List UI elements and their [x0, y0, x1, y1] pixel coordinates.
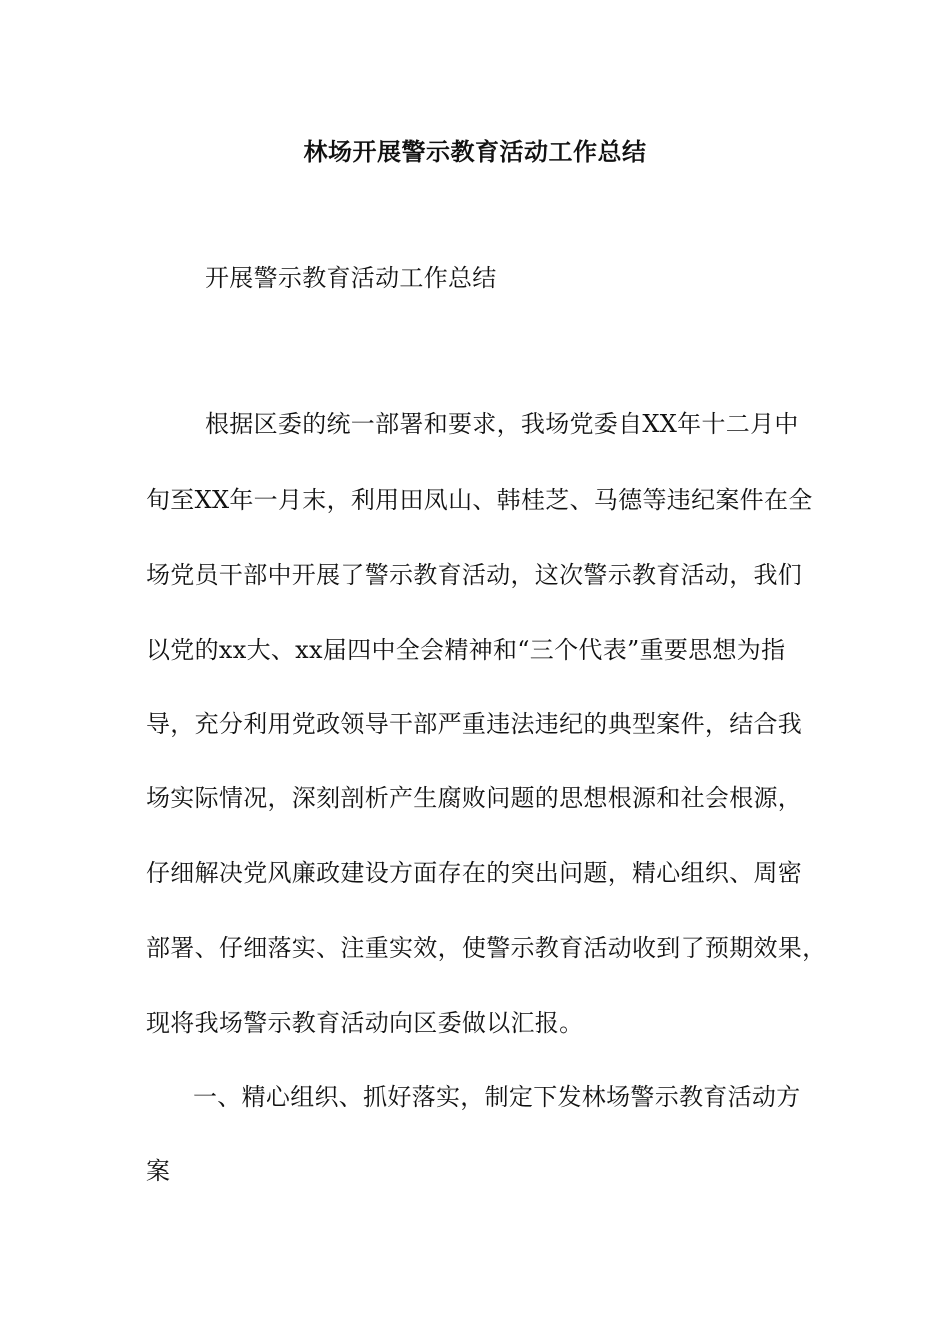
paragraph-line: 部署、仔细落实、注重实效，使警示教育活动收到了预期效果， — [146, 934, 827, 962]
paragraph-line: 以党的xx大、xx届四中全会精神和“三个代表”重要思想为指 — [146, 636, 786, 664]
paragraph-line: 根据区委的统一部署和要求，我场党委自XX年十二月中 — [205, 410, 799, 438]
paragraph-line: 现将我场警示教育活动向区委做以汇报。 — [146, 1009, 584, 1037]
section-heading-line: 一、精心组织、抓好落实，制定下发林场警示教育活动方 — [193, 1083, 801, 1111]
document-subtitle: 开展警示教育活动工作总结 — [205, 264, 497, 292]
section-heading-line: 案 — [146, 1157, 171, 1185]
paragraph-line: 场实际情况，深刻剖析产生腐败问题的思想根源和社会根源， — [146, 784, 803, 812]
paragraph-line: 场党员干部中开展了警示教育活动，这次警示教育活动，我们 — [146, 561, 803, 589]
paragraph-line: 旬至XX年一月末，利用田凤山、韩桂芝、马德等违纪案件在全 — [146, 486, 813, 514]
paragraph-line: 导，充分利用党政领导干部严重违法违纪的典型案件，结合我 — [146, 710, 803, 738]
document-title: 林场开展警示教育活动工作总结 — [303, 137, 647, 166]
paragraph-line: 仔细解决党风廉政建设方面存在的突出问题，精心组织、周密 — [146, 859, 803, 887]
